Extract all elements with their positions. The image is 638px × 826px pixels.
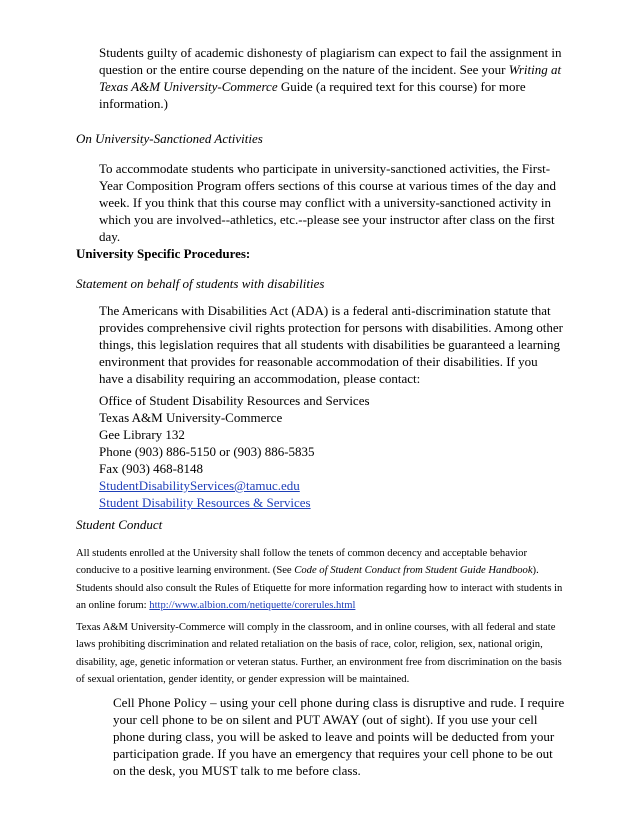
sanctioned-activities-paragraph: To accommodate students who participate in university-sanctioned activities, the First-Year Composition Program offers sections of this course at various times of the day and week. If you think that this course may conflict with a university-sanctioned activity in which you are involved--athletics, etc.--please see your instructor after class on the first day. [99,161,556,244]
code-of-conduct-title: Code of Student Conduct from Student Guide Handbook [294,565,533,577]
contact-office: Office of Student Disability Resources and Services [99,393,370,408]
contact-phone: Phone (903) 886-5150 or (903) 886-5835 [99,444,315,459]
nondiscrimination-paragraph: Texas A&M University-Commerce will comply in the classroom, and in online courses, with all federal and state laws prohibiting discrimination and related retaliation on the basis of race, color, religion, sex, national origin, disability, age, genetic information or veteran status. Further, an environment free from discrimination on the basis of sexual orientation, gender identity, or gender expression will be maintained. [76,622,562,685]
writing-guide-title: Writing at Texas A&M University-Commerce [99,62,562,94]
disabilities-paragraph: The Americans with Disabilities Act (ADA) is a federal anti-discrimination statute that provides comprehensive civil rights protection for persons with disabilities. Among other things, this legislation requires that all students with disabilities be guaranteed a learning environment that provides for reasonable accommodation of their disabilities. If you have a disability requiring an accommodation, please contact: [99,303,563,386]
student-conduct-paragraph [76,545,566,614]
disability-contact-block [99,392,564,511]
contact-fax: Fax (903) 468-8148 [99,461,203,476]
conduct-text-cont: ). Students should also consult the Rules of Etiquette for more information regarding how to interact with students in an online forum: [76,565,563,611]
netiquette-link[interactable]: http://www.albion.com/netiquette/corerules.html [149,599,356,611]
sanctioned-activities-heading: On University-Sanctioned Activities [76,131,263,146]
academic-dishonesty-paragraph [99,44,564,112]
student-conduct-heading: Student Conduct [76,517,163,532]
cell-phone-policy-paragraph: Cell Phone Policy – using your cell phone during class is disruptive and rude. I require your cell phone to be on silent and PUT AWAY (out of sight). If you use your cell phone during class, you will be asked to leave and points will be deducted from your participation grade. If you have an emergency that requires your cell phone to be out on the desk, you MUST talk to me before class. [113,695,565,778]
disability-email-link[interactable]: StudentDisabilityServices@tamuc.edu [99,478,300,493]
academic-dishonesty-text: Students guilty of academic dishonesty of plagiarism can expect to fail the assignment in question or the entire course depending on the nature of the incident. See your [99,45,562,77]
contact-location: Gee Library 132 [99,427,185,442]
disabilities-heading: Statement on behalf of students with disabilities [76,276,325,291]
procedures-heading: University Specific Procedures: [76,246,251,261]
conduct-text: All students enrolled at the University shall follow the tenets of common decency and acceptable behavior conducive to a positive learning environment. (See [76,548,527,577]
academic-dishonesty-text-end: Guide (a required text for this course) for more information.) [99,79,526,111]
disability-website-link[interactable]: Student Disability Resources & Services [99,495,311,510]
contact-university: Texas A&M University-Commerce [99,410,283,425]
